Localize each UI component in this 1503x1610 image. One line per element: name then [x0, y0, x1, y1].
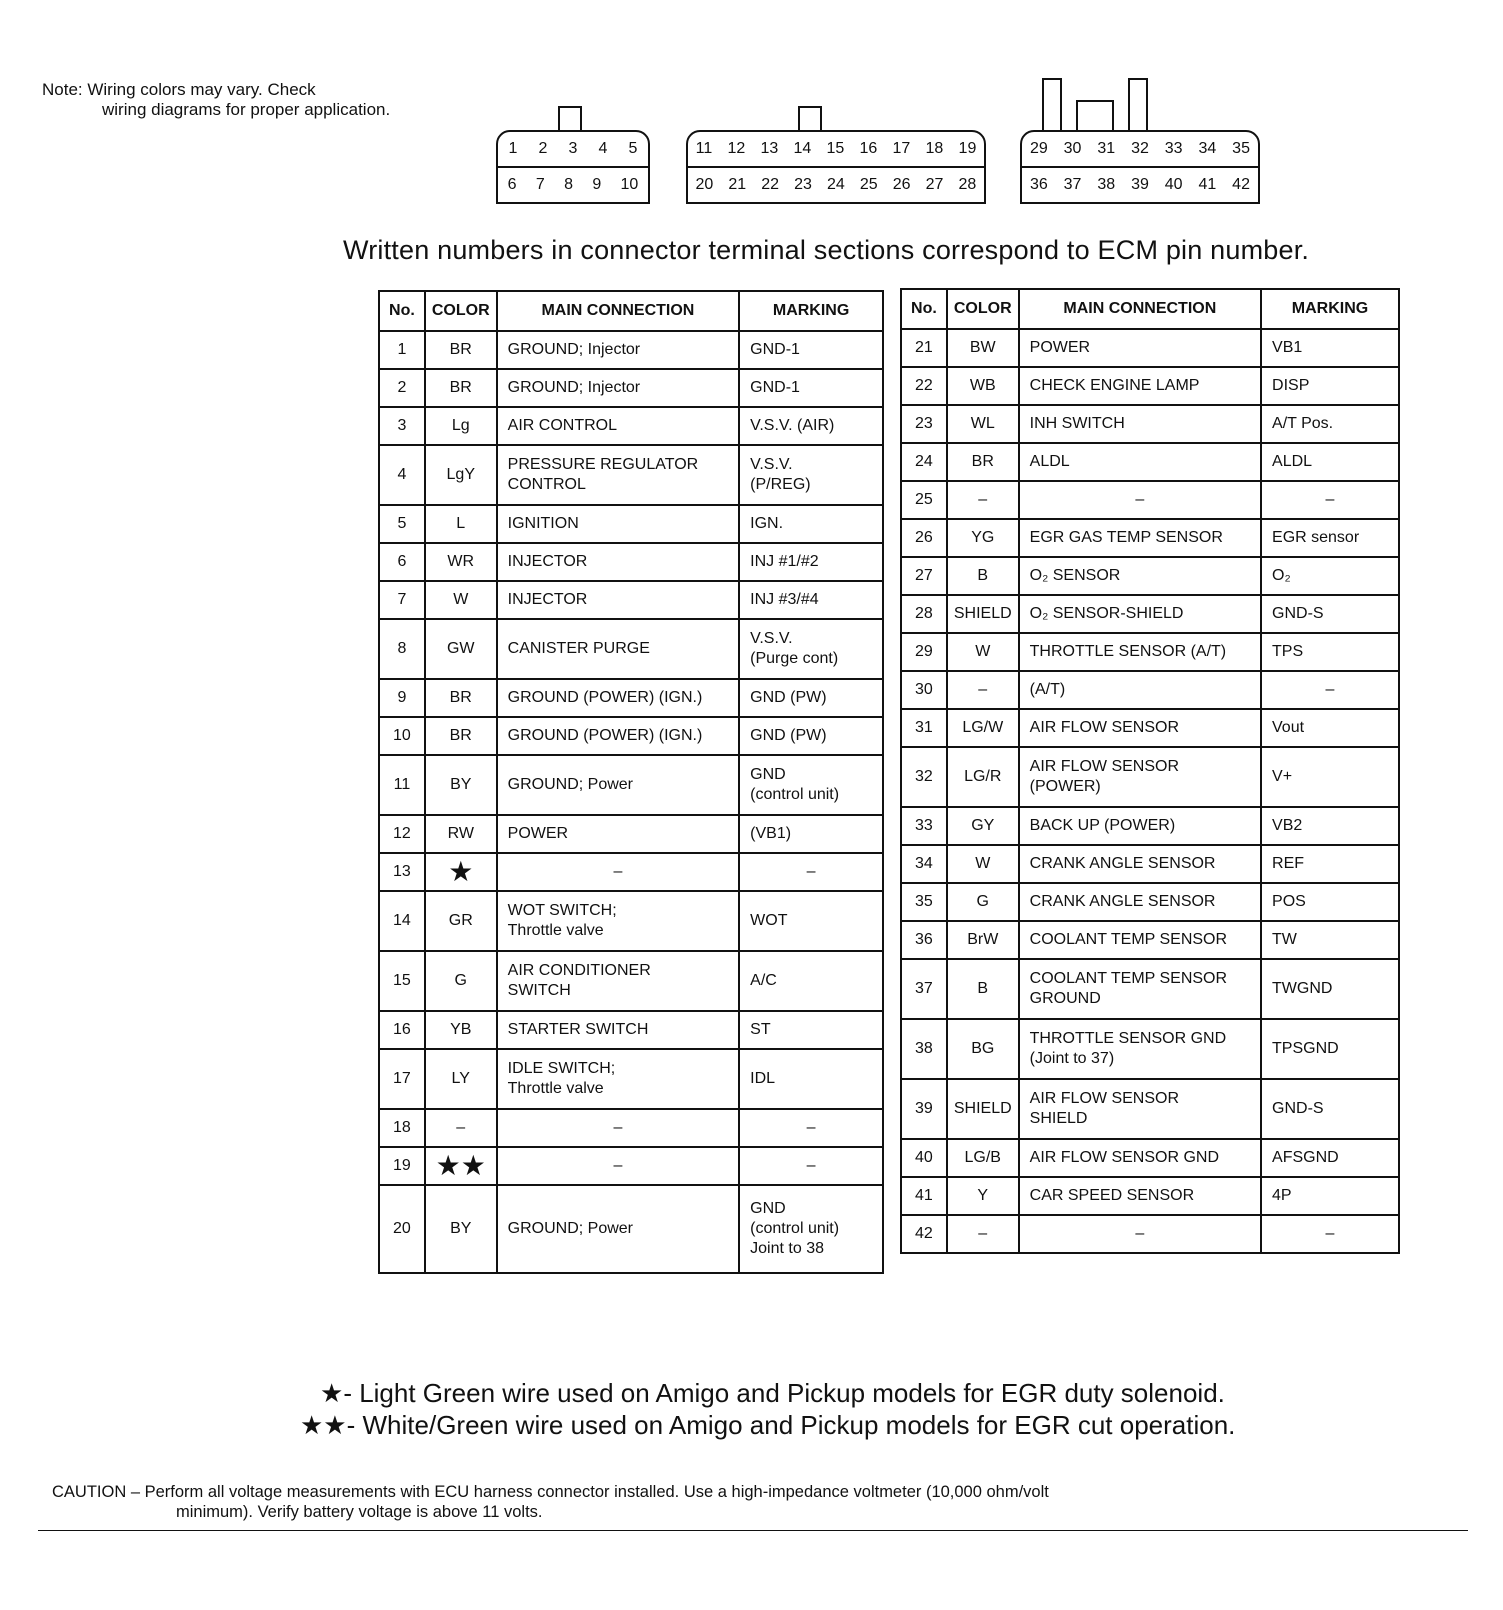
cell-color: BY	[425, 755, 497, 815]
connector-3-top-row	[1022, 132, 1258, 166]
wiring-note	[42, 80, 390, 120]
cell-color: ★★	[425, 1147, 497, 1185]
cell-no: 21	[901, 329, 947, 367]
cell-main: POWER	[497, 815, 740, 853]
cell-marking: –	[739, 1109, 883, 1147]
connector-pin-number: 11	[695, 140, 713, 157]
connector-pin-number: 12	[727, 140, 746, 157]
cell-color: –	[425, 1109, 497, 1147]
table-row	[379, 543, 883, 581]
cell-main: STARTER SWITCH	[497, 1011, 740, 1049]
cell-marking: TWGND	[1261, 959, 1399, 1019]
table-row	[901, 1019, 1399, 1079]
table-row	[901, 807, 1399, 845]
connector-pin-number: 24	[827, 176, 845, 193]
table-row	[379, 755, 883, 815]
table-row	[901, 921, 1399, 959]
cell-main: CRANK ANGLE SENSOR	[1019, 883, 1261, 921]
table-row	[901, 519, 1399, 557]
cell-main: O₂ SENSOR	[1019, 557, 1261, 595]
table-row	[379, 1185, 883, 1273]
cell-color: –	[947, 1215, 1019, 1253]
connector-3-latch-middle	[1076, 100, 1114, 132]
cell-no: 17	[379, 1049, 425, 1109]
table-row	[379, 717, 883, 755]
connector-pin-number: 26	[892, 176, 911, 193]
cell-main: AIR FLOW SENSOR GND	[1019, 1139, 1261, 1177]
cell-no: 2	[379, 369, 425, 407]
cell-no: 10	[379, 717, 425, 755]
connector-1-top-row	[498, 132, 648, 166]
table-row	[901, 1177, 1399, 1215]
footnote-double-star-text: - White/Green wire used on Amigo and Pickup models for EGR cut operation.	[346, 1410, 1236, 1440]
cell-marking: DISP	[1261, 367, 1399, 405]
connector-pin-number: 3	[568, 140, 578, 157]
cell-color: BR	[947, 443, 1019, 481]
cell-marking: WOT	[739, 891, 883, 951]
cell-marking: POS	[1261, 883, 1399, 921]
cell-marking: INJ #3/#4	[739, 581, 883, 619]
table-header-row	[379, 291, 883, 331]
cell-marking: 4P	[1261, 1177, 1399, 1215]
cell-main: GROUND; Injector	[497, 369, 740, 407]
table-row	[379, 369, 883, 407]
table-row	[901, 595, 1399, 633]
connector-1	[496, 100, 650, 206]
subtitle: Written numbers in connector terminal sections correspond to ECM pin number.	[343, 235, 1310, 265]
cell-no: 34	[901, 845, 947, 883]
cell-marking: GND (control unit) Joint to 38	[739, 1185, 883, 1273]
connector-2-latch	[798, 106, 822, 132]
connector-2	[686, 100, 986, 206]
cell-marking: ALDL	[1261, 443, 1399, 481]
table-row	[379, 445, 883, 505]
cell-main: AIR FLOW SENSOR SHIELD	[1019, 1079, 1261, 1139]
table-row	[901, 443, 1399, 481]
connector-pin-number: 16	[859, 140, 878, 157]
table-row	[901, 709, 1399, 747]
cell-no: 16	[379, 1011, 425, 1049]
connector-pin-number: 8	[564, 176, 573, 193]
cell-no: 23	[901, 405, 947, 443]
connector-pin-number: 32	[1131, 140, 1149, 157]
cell-main: THROTTLE SENSOR GND (Joint to 37)	[1019, 1019, 1261, 1079]
cell-main: AIR CONTROL	[497, 407, 740, 445]
cell-color: LG/W	[947, 709, 1019, 747]
cell-no: 12	[379, 815, 425, 853]
cell-marking: A/C	[739, 951, 883, 1011]
table-row	[901, 845, 1399, 883]
connector-pin-number: 21	[728, 176, 747, 193]
cell-main: –	[497, 1109, 740, 1147]
table-header-row	[901, 289, 1399, 329]
note-line-2: wiring diagrams for proper application.	[102, 100, 391, 119]
cell-color: BW	[947, 329, 1019, 367]
connector-3-body	[1020, 130, 1260, 204]
cell-main: CRANK ANGLE SENSOR	[1019, 845, 1261, 883]
connector-pin-number: 15	[826, 140, 845, 157]
cell-no: 4	[379, 445, 425, 505]
cell-main: GROUND; Power	[497, 755, 740, 815]
header-no: No.	[379, 291, 425, 331]
cell-color: L	[425, 505, 497, 543]
table-row	[901, 883, 1399, 921]
table-row	[379, 853, 883, 891]
pin-table-left	[378, 290, 884, 1274]
cell-color: BR	[425, 369, 497, 407]
connector-pin-number: 31	[1097, 140, 1116, 157]
cell-marking: GND-1	[739, 331, 883, 369]
header-main-connection: MAIN CONNECTION	[497, 291, 740, 331]
cell-color: ★	[425, 853, 497, 891]
connector-pin-number: 30	[1063, 140, 1082, 157]
cell-main: IGNITION	[497, 505, 740, 543]
header-color: COLOR	[947, 289, 1019, 329]
cell-color: WR	[425, 543, 497, 581]
header-marking: MARKING	[1261, 289, 1399, 329]
cell-marking: EGR sensor	[1261, 519, 1399, 557]
cell-marking: GND-S	[1261, 1079, 1399, 1139]
cell-main: AIR FLOW SENSOR	[1019, 709, 1261, 747]
connector-pin-number: 28	[958, 176, 977, 193]
cell-no: 39	[901, 1079, 947, 1139]
cell-color: LG/B	[947, 1139, 1019, 1177]
connector-1-body	[496, 130, 650, 204]
cell-no: 13	[379, 853, 425, 891]
cell-no: 29	[901, 633, 947, 671]
table-row	[379, 1049, 883, 1109]
double-star-icon: ★★	[300, 1410, 347, 1440]
table-row	[379, 505, 883, 543]
cell-main: BACK UP (POWER)	[1019, 807, 1261, 845]
cell-marking: –	[1261, 1215, 1399, 1253]
cell-no: 33	[901, 807, 947, 845]
cell-color: W	[947, 633, 1019, 671]
connector-pin-number: 23	[794, 176, 812, 193]
cell-no: 8	[379, 619, 425, 679]
table-row	[379, 331, 883, 369]
header-no: No.	[901, 289, 947, 329]
table-row	[901, 747, 1399, 807]
connector-pin-number: 20	[695, 176, 714, 193]
cell-color: LY	[425, 1049, 497, 1109]
cell-marking: VB2	[1261, 807, 1399, 845]
cell-main: THROTTLE SENSOR (A/T)	[1019, 633, 1261, 671]
table-row	[901, 367, 1399, 405]
table-row	[379, 679, 883, 717]
cell-color: BY	[425, 1185, 497, 1273]
connector-pin-number: 35	[1232, 140, 1250, 157]
connector-pin-number: 13	[760, 140, 779, 157]
cell-color: LgY	[425, 445, 497, 505]
cell-color: W	[947, 845, 1019, 883]
cell-no: 35	[901, 883, 947, 921]
cell-main: GROUND (POWER) (IGN.)	[497, 717, 740, 755]
footnote-single-star	[320, 1378, 1225, 1409]
cell-marking: Vout	[1261, 709, 1399, 747]
cell-color: BR	[425, 717, 497, 755]
table-row	[379, 619, 883, 679]
cell-main: GROUND (POWER) (IGN.)	[497, 679, 740, 717]
table-row	[901, 1079, 1399, 1139]
single-star-icon: ★	[320, 1378, 344, 1408]
connector-pin-number: 38	[1097, 176, 1116, 193]
cell-marking: IGN.	[739, 505, 883, 543]
connector-pin-number: 1	[508, 140, 518, 157]
cell-no: 24	[901, 443, 947, 481]
connector-3	[1020, 100, 1260, 206]
cell-marking: GND (PW)	[739, 717, 883, 755]
connector-pin-number: 34	[1198, 140, 1217, 157]
cell-marking: VB1	[1261, 329, 1399, 367]
cell-main: AIR FLOW SENSOR (POWER)	[1019, 747, 1261, 807]
cell-marking: GND (control unit)	[739, 755, 883, 815]
cell-no: 31	[901, 709, 947, 747]
cell-marking: V.S.V. (AIR)	[739, 407, 883, 445]
cell-marking: TPS	[1261, 633, 1399, 671]
cell-color: WB	[947, 367, 1019, 405]
cell-color: RW	[425, 815, 497, 853]
cell-marking: (VB1)	[739, 815, 883, 853]
cell-no: 11	[379, 755, 425, 815]
table-row	[379, 1011, 883, 1049]
footnote-double-star	[300, 1410, 1235, 1441]
cell-no: 41	[901, 1177, 947, 1215]
cell-no: 7	[379, 581, 425, 619]
connector-pin-number: 42	[1232, 176, 1250, 193]
cell-no: 22	[901, 367, 947, 405]
cell-no: 15	[379, 951, 425, 1011]
table-row	[901, 633, 1399, 671]
cell-color: BrW	[947, 921, 1019, 959]
cell-no: 9	[379, 679, 425, 717]
cell-marking: –	[739, 853, 883, 891]
table-row	[901, 959, 1399, 1019]
cell-main: AIR CONDITIONER SWITCH	[497, 951, 740, 1011]
cell-color: BR	[425, 331, 497, 369]
table-row	[379, 891, 883, 951]
table-row	[379, 1109, 883, 1147]
cell-no: 20	[379, 1185, 425, 1273]
connector-pin-number: 41	[1198, 176, 1217, 193]
cell-color: W	[425, 581, 497, 619]
cell-main: IDLE SWITCH; Throttle valve	[497, 1049, 740, 1109]
cell-main: GROUND; Injector	[497, 331, 740, 369]
cell-main: CHECK ENGINE LAMP	[1019, 367, 1261, 405]
cell-marking: TW	[1261, 921, 1399, 959]
cell-no: 1	[379, 331, 425, 369]
cell-main: –	[497, 1147, 740, 1185]
cell-no: 40	[901, 1139, 947, 1177]
connector-pin-number: 27	[925, 176, 944, 193]
caution-line-1: CAUTION – Perform all voltage measurements with ECU harness connector installed. Use a high-impedance voltmeter (10,000 ohm/volt	[52, 1483, 1049, 1501]
cell-marking: ST	[739, 1011, 883, 1049]
connector-pin-number: 36	[1029, 176, 1048, 193]
cell-main: ALDL	[1019, 443, 1261, 481]
cell-main: INJECTOR	[497, 581, 740, 619]
cell-no: 37	[901, 959, 947, 1019]
bottom-divider	[38, 1530, 1468, 1531]
note-line-1: Note: Wiring colors may vary. Check	[42, 80, 316, 99]
connector-pin-number: 6	[507, 176, 517, 193]
connector-pin-number: 19	[958, 140, 977, 157]
cell-no: 42	[901, 1215, 947, 1253]
table-row	[901, 1139, 1399, 1177]
cell-marking: IDL	[739, 1049, 883, 1109]
caution-note	[52, 1482, 1412, 1522]
cell-main: WOT SWITCH; Throttle valve	[497, 891, 740, 951]
cell-main: (A/T)	[1019, 671, 1261, 709]
connector-pin-number: 22	[761, 176, 780, 193]
cell-no: 5	[379, 505, 425, 543]
table-row	[901, 671, 1399, 709]
cell-no: 6	[379, 543, 425, 581]
pin-table-right	[900, 288, 1400, 1254]
cell-no: 28	[901, 595, 947, 633]
table-row	[379, 581, 883, 619]
cell-main: INJECTOR	[497, 543, 740, 581]
cell-color: –	[947, 481, 1019, 519]
cell-color: WL	[947, 405, 1019, 443]
cell-main: INH SWITCH	[1019, 405, 1261, 443]
connector-2-bottom-row	[688, 166, 984, 202]
connector-pin-number: 40	[1164, 176, 1183, 193]
cell-main: –	[1019, 481, 1261, 519]
connector-1-bottom-row	[498, 166, 648, 202]
cell-color: BR	[425, 679, 497, 717]
cell-color: –	[947, 671, 1019, 709]
header-main-connection: MAIN CONNECTION	[1019, 289, 1261, 329]
cell-marking: A/T Pos.	[1261, 405, 1399, 443]
connector-pin-number: 37	[1063, 176, 1082, 193]
cell-marking: V.S.V. (P/REG)	[739, 445, 883, 505]
table-row	[901, 405, 1399, 443]
connector-1-latch	[558, 106, 582, 132]
connector-pin-number: 18	[925, 140, 944, 157]
connector-pin-number: 33	[1164, 140, 1183, 157]
header-marking: MARKING	[739, 291, 883, 331]
cell-color: B	[947, 557, 1019, 595]
connector-pin-number: 4	[598, 140, 608, 157]
cell-main: GROUND; Power	[497, 1185, 740, 1273]
cell-main: COOLANT TEMP SENSOR GROUND	[1019, 959, 1261, 1019]
cell-no: 25	[901, 481, 947, 519]
table-row	[379, 1147, 883, 1185]
cell-color: BG	[947, 1019, 1019, 1079]
cell-no: 38	[901, 1019, 947, 1079]
cell-main: –	[497, 853, 740, 891]
table-row	[901, 1215, 1399, 1253]
connector-pin-number: 14	[793, 140, 812, 157]
cell-no: 14	[379, 891, 425, 951]
connector-pin-number: 10	[620, 176, 639, 193]
cell-main: CANISTER PURGE	[497, 619, 740, 679]
cell-marking: –	[739, 1147, 883, 1185]
connector-pin-number: 17	[892, 140, 911, 157]
cell-main: EGR GAS TEMP SENSOR	[1019, 519, 1261, 557]
cell-marking: GND (PW)	[739, 679, 883, 717]
cell-color: SHIELD	[947, 595, 1019, 633]
cell-no: 26	[901, 519, 947, 557]
table-row	[901, 557, 1399, 595]
cell-color: GR	[425, 891, 497, 951]
connector-2-body	[686, 130, 986, 204]
connector-pin-number: 9	[592, 176, 602, 193]
cell-marking: GND-S	[1261, 595, 1399, 633]
table-row	[379, 951, 883, 1011]
cell-no: 3	[379, 407, 425, 445]
caution-line-2: minimum). Verify battery voltage is above 11 volts.	[176, 1503, 543, 1521]
connector-pin-number: 25	[859, 176, 878, 193]
connector-pin-number: 39	[1131, 176, 1149, 193]
cell-marking: GND-1	[739, 369, 883, 407]
cell-main: PRESSURE REGULATOR CONTROL	[497, 445, 740, 505]
cell-marking: –	[1261, 671, 1399, 709]
cell-color: Y	[947, 1177, 1019, 1215]
cell-color: G	[425, 951, 497, 1011]
cell-color: GY	[947, 807, 1019, 845]
cell-no: 32	[901, 747, 947, 807]
cell-main: CAR SPEED SENSOR	[1019, 1177, 1261, 1215]
cell-color: GW	[425, 619, 497, 679]
connector-pin-number: 5	[628, 140, 638, 157]
cell-color: G	[947, 883, 1019, 921]
footnote-single-star-text: - Light Green wire used on Amigo and Pickup models for EGR duty solenoid.	[343, 1378, 1225, 1408]
cell-marking: V.S.V. (Purge cont)	[739, 619, 883, 679]
header-color: COLOR	[425, 291, 497, 331]
connector-3-latch-left	[1042, 78, 1062, 132]
cell-main: COOLANT TEMP SENSOR	[1019, 921, 1261, 959]
table-row	[379, 815, 883, 853]
cell-marking: V+	[1261, 747, 1399, 807]
cell-marking: TPSGND	[1261, 1019, 1399, 1079]
cell-marking: O₂	[1261, 557, 1399, 595]
connector-pin-number: 29	[1029, 140, 1048, 157]
cell-main: –	[1019, 1215, 1261, 1253]
connector-3-bottom-row	[1022, 166, 1258, 202]
cell-marking: INJ #1/#2	[739, 543, 883, 581]
cell-no: 36	[901, 921, 947, 959]
cell-no: 30	[901, 671, 947, 709]
cell-no: 18	[379, 1109, 425, 1147]
cell-color: Lg	[425, 407, 497, 445]
cell-main: O₂ SENSOR-SHIELD	[1019, 595, 1261, 633]
connector-2-top-row	[688, 132, 984, 166]
connector-3-latch-right	[1128, 78, 1148, 132]
cell-marking: AFSGND	[1261, 1139, 1399, 1177]
cell-color: B	[947, 959, 1019, 1019]
table-row	[901, 481, 1399, 519]
cell-color: LG/R	[947, 747, 1019, 807]
cell-marking: REF	[1261, 845, 1399, 883]
cell-no: 19	[379, 1147, 425, 1185]
table-row	[901, 329, 1399, 367]
connector-pin-number: 7	[535, 176, 545, 193]
cell-color: YB	[425, 1011, 497, 1049]
cell-main: POWER	[1019, 329, 1261, 367]
cell-color: YG	[947, 519, 1019, 557]
cell-color: SHIELD	[947, 1079, 1019, 1139]
table-row	[379, 407, 883, 445]
cell-marking: –	[1261, 481, 1399, 519]
cell-no: 27	[901, 557, 947, 595]
connector-pin-number: 2	[538, 140, 548, 157]
